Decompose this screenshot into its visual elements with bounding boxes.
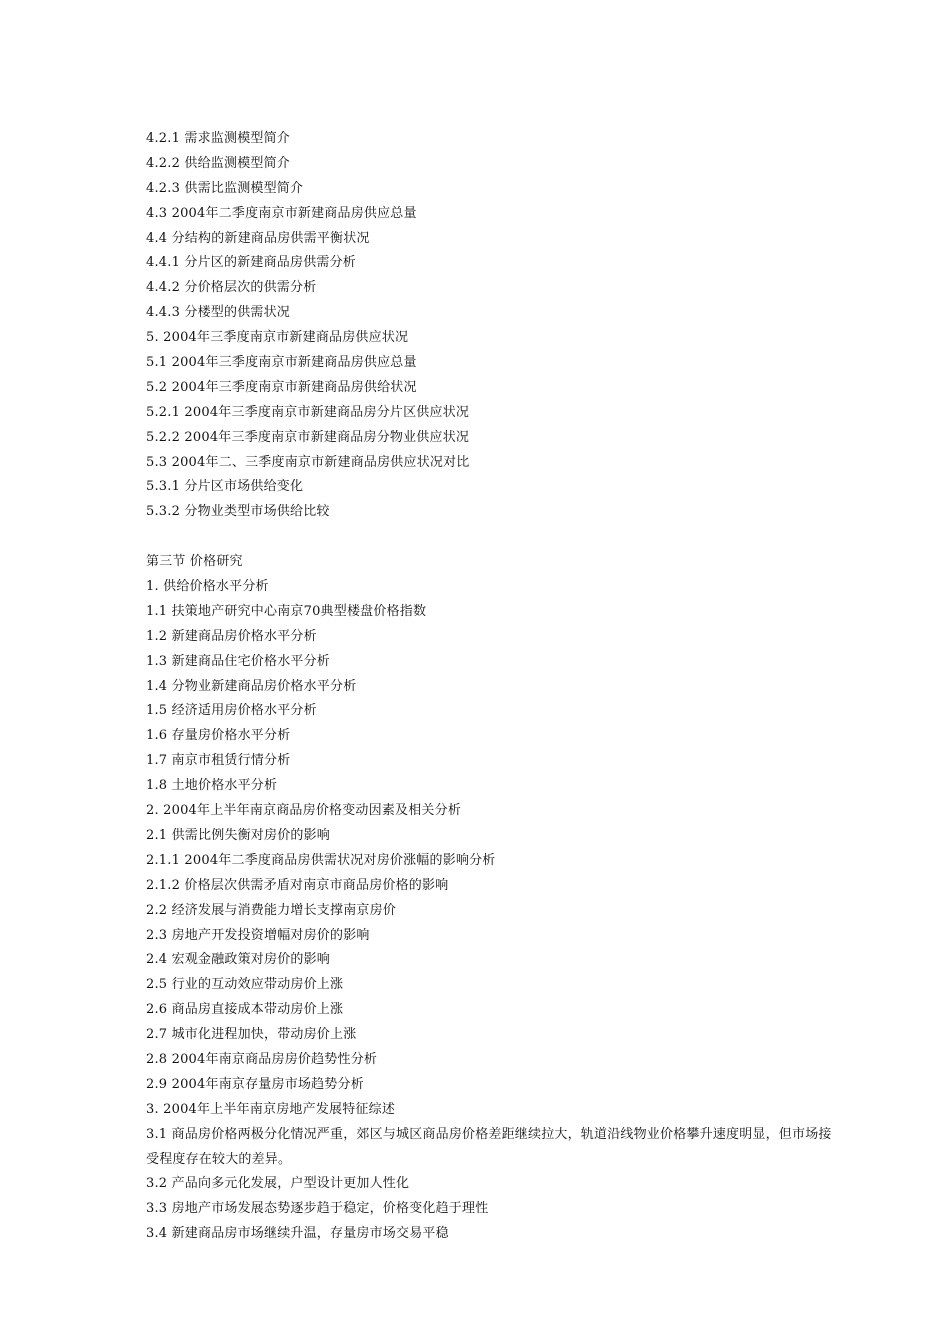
toc-line: 4.2.1 需求监测模型简介 xyxy=(146,131,291,146)
toc-line: 3.4 新建商品房市场继续升温，存量房市场交易平稳 xyxy=(146,1226,449,1242)
section-gap xyxy=(146,525,846,550)
document-page xyxy=(146,127,846,1247)
toc-line: 1.2 新建商品房价格水平分析 xyxy=(146,628,317,644)
toc-line: 2.9 2004年南京存量房市场趋势分析 xyxy=(146,1076,364,1092)
toc-line: 4.4.2 分价格层次的供需分析 xyxy=(146,280,317,296)
toc-line: 4.4 分结构的新建商品房供需平衡状况 xyxy=(146,230,370,246)
toc-line: 2.7 城市化进程加快，带动房价上涨 xyxy=(146,1027,357,1043)
toc-line: 1.7 南京市租赁行情分析 xyxy=(146,753,291,769)
toc-line: 1.3 新建商品住宅价格水平分析 xyxy=(146,653,331,669)
toc-line: 4.2.3 供需比监测模型简介 xyxy=(146,180,304,196)
toc-line: 2.1.2 价格层次供需矛盾对南京市商品房价格的影响 xyxy=(146,877,449,893)
toc-line: 5.1 2004年三季度南京市新建商品房供应总量 xyxy=(146,355,417,371)
toc-line: 3.3 房地产市场发展态势逐步趋于稳定，价格变化趋于理性 xyxy=(146,1201,489,1217)
toc-line: 4.3 2004年二季度南京市新建商品房供应总量 xyxy=(146,205,417,221)
toc-line: 1.4 分物业新建商品房价格水平分析 xyxy=(146,678,357,694)
toc-line: 1.1 扶策地产研究中心南京70典型楼盘价格指数 xyxy=(146,603,427,619)
toc-line: 1.5 经济适用房价格水平分析 xyxy=(146,703,317,719)
toc-line: 5.2 2004年三季度南京市新建商品房供给状况 xyxy=(146,379,417,395)
toc-line: 4.2.2 供给监测模型简介 xyxy=(146,155,291,171)
toc-line: 1. 供给价格水平分析 xyxy=(146,579,269,595)
toc-line: 3.2 产品向多元化发展，户型设计更加人性化 xyxy=(146,1176,410,1192)
toc-line: 2.3 房地产开发投资增幅对房价的影响 xyxy=(146,927,370,943)
toc-line-multiline: 3.1 商品房价格两极分化情况严重，郊区与城区商品房价格差距继续拉大，轨道沿线物业价格攀升速度明显，但市场接受程度存在较大的差异。 xyxy=(146,1126,832,1167)
toc-line: 2.1 供需比例失衡对房价的影响 xyxy=(146,827,331,843)
toc-line: 5.2.1 2004年三季度南京市新建商品房分片区供应状况 xyxy=(146,404,470,420)
toc-line: 1.8 土地价格水平分析 xyxy=(146,778,278,794)
toc-line: 5.3 2004年二、三季度南京市新建商品房供应状况对比 xyxy=(146,454,470,470)
toc-section-supply xyxy=(146,127,846,525)
section-heading: 第三节 价格研究 xyxy=(146,554,243,570)
toc-line: 2.1.1 2004年二季度商品房供需状况对房价涨幅的影响分析 xyxy=(146,852,496,868)
toc-line: 2.4 宏观金融政策对房价的影响 xyxy=(146,952,331,968)
toc-section-price xyxy=(146,550,846,1247)
toc-line: 2.8 2004年南京商品房房价趋势性分析 xyxy=(146,1051,378,1067)
toc-line: 4.4.3 分楼型的供需状况 xyxy=(146,305,291,321)
toc-line: 5.3.2 分物业类型市场供给比较 xyxy=(146,504,330,520)
toc-line: 5.2.2 2004年三季度南京市新建商品房分物业供应状况 xyxy=(146,429,470,445)
toc-line: 2.2 经济发展与消费能力增长支撑南京房价 xyxy=(146,902,397,918)
toc-line: 1.6 存量房价格水平分析 xyxy=(146,728,291,744)
toc-line: 2.6 商品房直接成本带动房价上涨 xyxy=(146,1002,344,1018)
toc-line: 4.4.1 分片区的新建商品房供需分析 xyxy=(146,255,357,271)
toc-line: 5.3.1 分片区市场供给变化 xyxy=(146,479,304,495)
toc-line: 2. 2004年上半年南京商品房价格变动因素及相关分析 xyxy=(146,803,462,819)
toc-line: 3. 2004年上半年南京房地产发展特征综述 xyxy=(146,1101,396,1117)
toc-line: 5. 2004年三季度南京市新建商品房供应状况 xyxy=(146,330,409,346)
toc-line: 2.5 行业的互动效应带动房价上涨 xyxy=(146,977,344,993)
